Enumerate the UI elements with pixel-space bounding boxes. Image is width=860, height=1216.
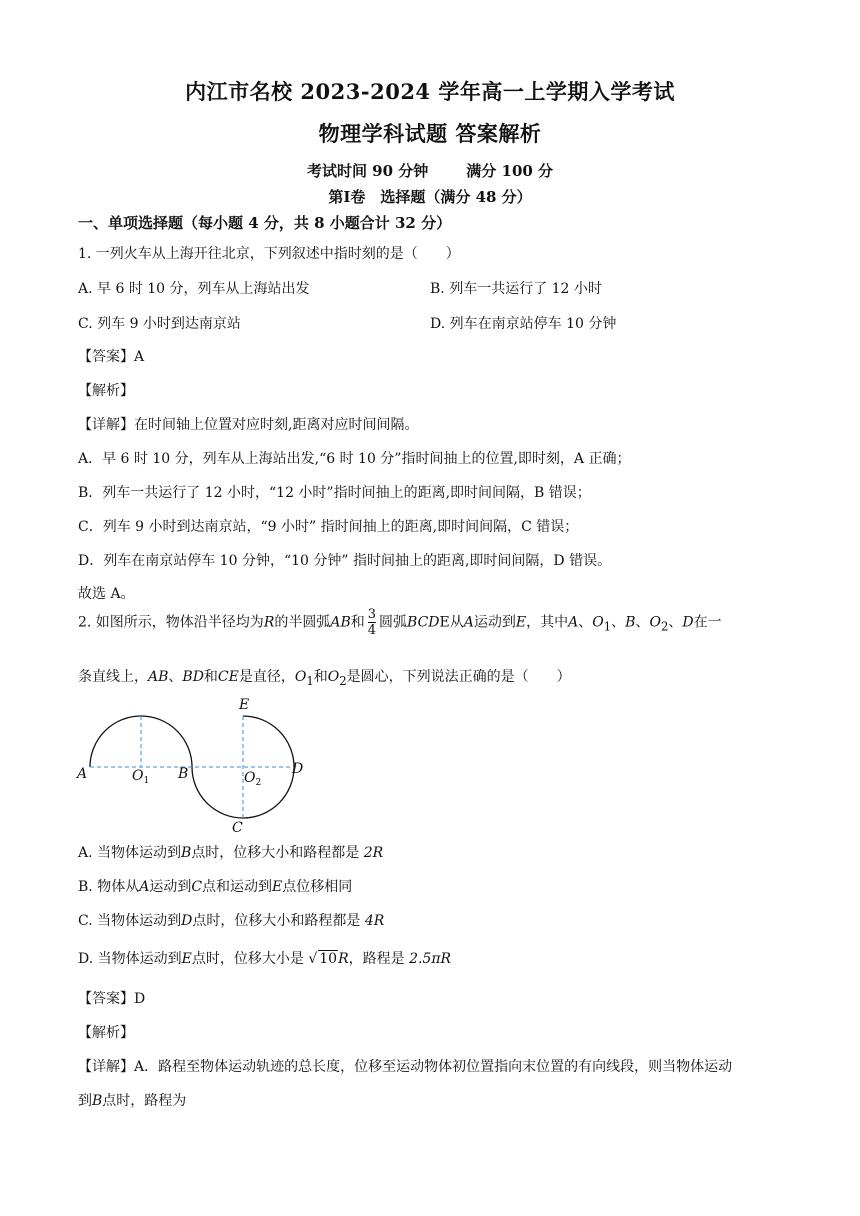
q2-stem-line1: 2. 如图所示，物体沿半径均为R的半圆弧AB和 $\frac{3}{4}$ 圆弧BCDE从A运动到E，其中A、$O_1$、B、$O_2$、D在一 <box>78 607 722 638</box>
q1-explain-a: A．早 6 时 10 分，列车从上海站出发,“6 时 10 分”指时间抽上的位置,即时刻，A 正确； <box>78 451 631 467</box>
label-d: D <box>292 761 304 777</box>
q1-conclusion: 故选 A。 <box>78 586 135 602</box>
q2-detail-line2: 到B点时，路程为 <box>78 1093 187 1109</box>
q2-option-d: D. 当物体运动到E点时，位移大小是 √ 10R，路程是 2.5πR <box>78 951 452 967</box>
label-b: B <box>178 766 189 782</box>
q1-option-d: D. 列车在南京站停车 10 分钟 <box>430 316 617 332</box>
fraction-three-quarters: $\frac{3}{4}$ <box>367 607 377 638</box>
label-o1: $O_1$ <box>132 768 150 786</box>
q1-answer: 【答案】A <box>78 349 145 365</box>
q1-explain-d: D．列车在南京站停车 10 分钟，“10 分钟” 指时间抽上的距离,即时间间隔，D 错误。 <box>78 553 612 569</box>
full-score: 满分 100 分 <box>466 162 554 180</box>
label-a: A <box>77 766 88 782</box>
label-c: C <box>232 820 243 836</box>
label-e: E <box>239 697 250 713</box>
q2-option-a: A. 当物体运动到B点时，位移大小和路程都是 2R <box>78 845 384 861</box>
exam-subtitle: 物理学科试题 答案解析 <box>318 121 542 146</box>
q1-explain-b: B．列车一共运行了 12 小时，“12 小时”指时间抽上的距离,即时间间隔，B 错误； <box>78 485 591 501</box>
q1-detail: 【详解】在时间轴上位置对应时刻,距离对应时间间隔。 <box>78 417 419 433</box>
q2-answer: 【答案】D <box>78 991 146 1007</box>
q2-option-c: C. 当物体运动到D点时，位移大小和路程都是 4R <box>78 913 385 929</box>
q1-explain-c: C．列车 9 小时到达南京站，“9 小时” 指时间抽上的距离,即时间间隔，C 错误； <box>78 519 579 535</box>
q2-option-b: B. 物体从A运动到C点和运动到E点位移相同 <box>78 879 353 895</box>
q2-stem-line2: 条直线上，AB、BD和CE是直径，$O_1$和$O_2$是圆心，下列说法正确的是（ ） <box>78 669 571 688</box>
q1-option-b: B. 列车一共运行了 12 小时 <box>430 281 602 297</box>
part-title: 第Ⅰ卷 选择题（满分 48 分） <box>328 188 532 206</box>
q1-analysis: 【解析】 <box>78 383 134 399</box>
q1-stem: 1. 一列火车从上海开往北京，下列叙述中指时刻的是（ ） <box>78 246 460 262</box>
arc-path-diagram <box>74 690 324 840</box>
q2-detail-line1: 【详解】A．路程至物体运动轨迹的总长度，位移至运动物体初位置指向末位置的有向线段，则当物体运动 <box>78 1059 733 1075</box>
exam-time: 考试时间 90 分钟 <box>306 162 429 180</box>
q1-option-c: C. 列车 9 小时到达南京站 <box>78 316 241 332</box>
label-o2: $O_2$ <box>244 770 262 788</box>
q2-analysis: 【解析】 <box>78 1025 134 1041</box>
exam-meta <box>0 160 860 181</box>
section-heading: 一、单项选择题（每小题 4 分，共 8 小题合计 32 分） <box>78 214 452 232</box>
exam-title: 内江市名校 2023-2024 学年高一上学期入学考试 <box>185 79 675 104</box>
q1-option-a: A. 早 6 时 10 分，列车从上海站出发 <box>78 281 310 297</box>
